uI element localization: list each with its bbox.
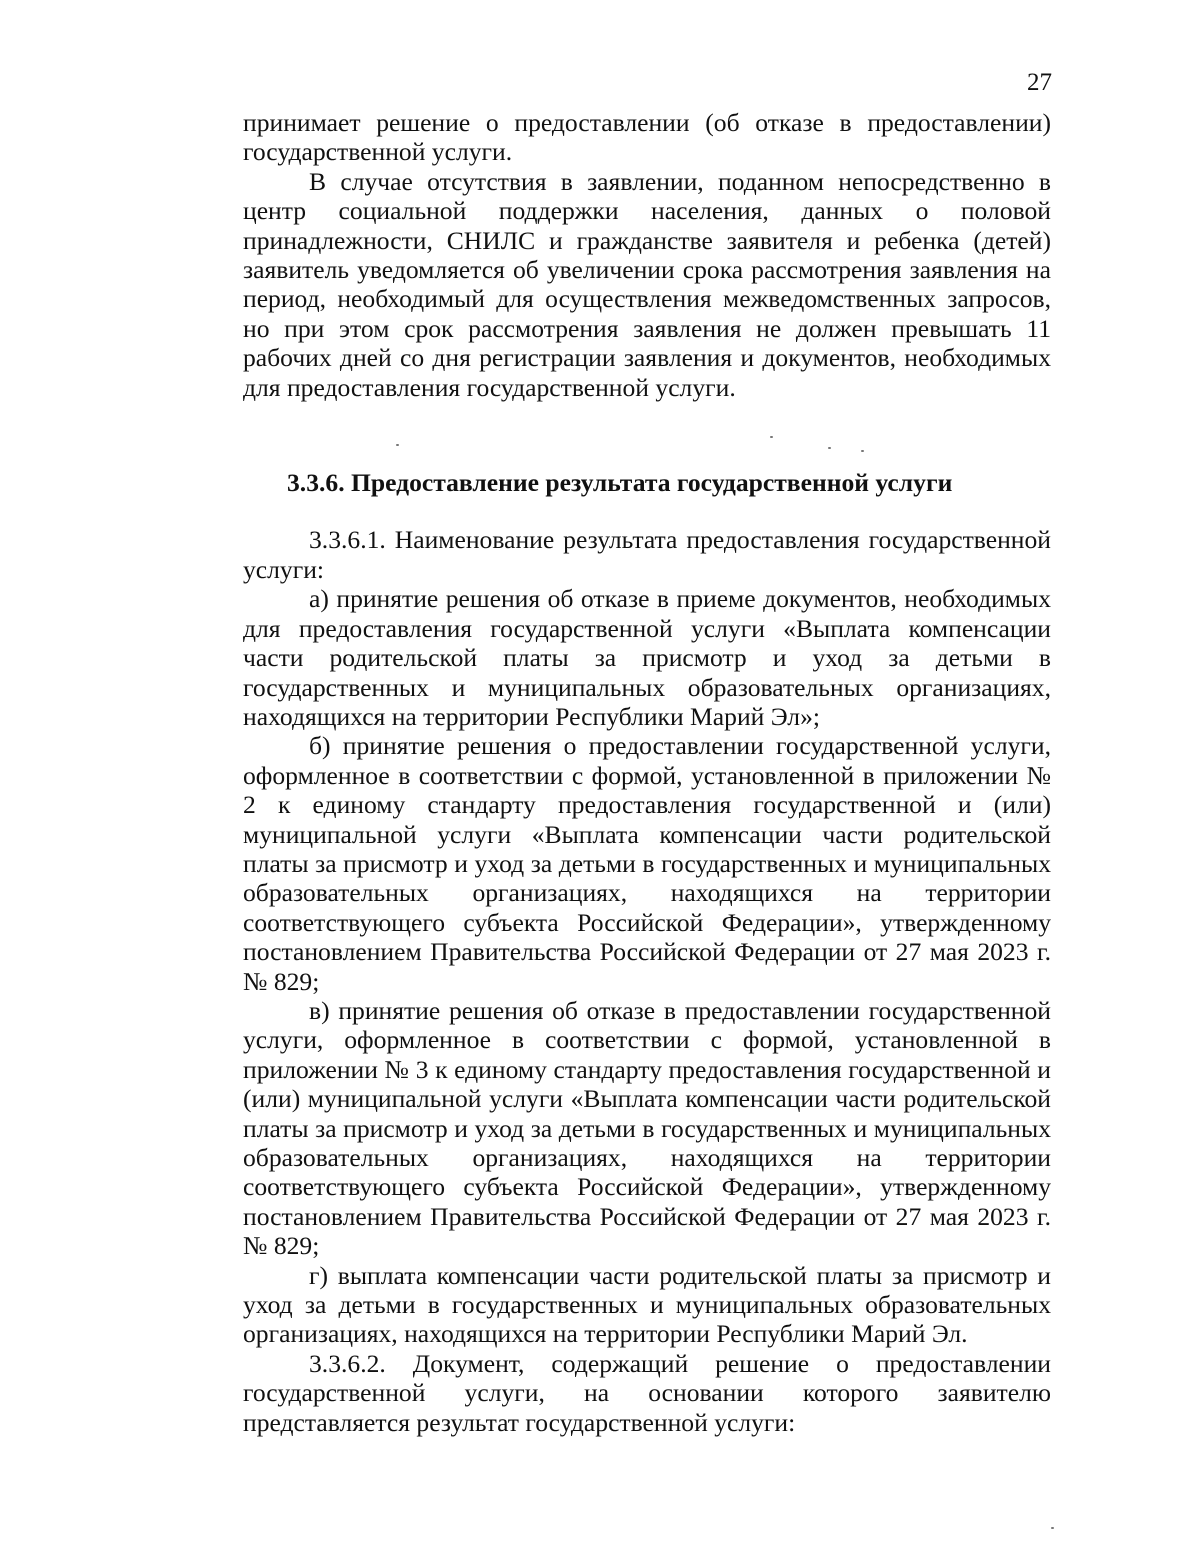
paragraph: 3.3.6.1. Наименование результата предоставления государственной услуги: xyxy=(243,525,1051,584)
section-title: 3.3.6. Предоставление результата государственной услуги xyxy=(287,468,953,498)
paragraph: б) принятие решения о предоставлении государственной услуги, оформленное в соответствии с формой, установленной в приложении № 2 к единому стандарту предоставления государственной и (или) муниципальной услуги «Выплата компенсации части родительской платы за присмотр и уход за детьми в государственных и муниципальных образовательных организациях, находящихся на территории соответствующего субъекта Российской Федерации», утвержденному постановлением Правительства Российской Федерации от 27 мая 2023 г. № 829; xyxy=(243,731,1051,996)
paragraph: а) принятие решения об отказе в приеме документов, необходимых для предоставления государственной услуги «Выплата компенсации части родительской платы за присмотр и уход за детьми в государственных и муниципальных образовательных организациях, находящихся на территории Республики Марий Эл»; xyxy=(243,584,1051,731)
scan-speck xyxy=(1051,1527,1054,1529)
paragraph: в) принятие решения об отказе в предоставлении государственной услуги, оформленное в соответствии с формой, установленной в приложении № 3 к единому стандарту предоставления государственной и (или) муниципальной услуги «Выплата компенсации части родительской платы за присмотр и уход за детьми в государственных и муниципальных образовательных организациях, находящихся на территории соответствующего субъекта Российской Федерации», утвержденному постановлением Правительства Российской Федерации от 27 мая 2023 г. № 829; xyxy=(243,995,1051,1261)
spacer xyxy=(243,497,1051,525)
paragraph: 3.3.6.2. Документ, содержащий решение о предоставлении государственной услуги, на основании которого заявителю представляется результат государственной услуги: xyxy=(243,1348,1051,1437)
paragraph: принимает решение о предоставлении (об отказе в предоставлении) государственной услуги. xyxy=(243,108,1051,167)
scan-speck xyxy=(396,444,399,446)
spacer xyxy=(243,402,1051,468)
paragraph: В случае отсутствия в заявлении, поданном непосредственно в центр социальной поддержки населения, данных о половой принадлежности, СНИЛС и гражданстве заявителя и ребенка (детей) заявитель уведомляется об увеличении срока рассмотрения заявления на период, необходимый для осуществления межведомственных запросов, но при этом срок рассмотрения заявления не должен превышать 11 рабочих дней со дня регистрации заявления и документов, необходимых для предоставления государственной услуги. xyxy=(243,166,1051,402)
scan-speck xyxy=(861,450,864,452)
page-number: 27 xyxy=(1027,69,1052,96)
scan-speck xyxy=(828,447,831,449)
document-body xyxy=(243,108,1051,1437)
scan-speck xyxy=(770,436,773,438)
paragraph: г) выплата компенсации части родительской платы за присмотр и уход за детьми в государственных и муниципальных образовательных организациях, находящихся на территории Республики Марий Эл. xyxy=(243,1260,1051,1349)
